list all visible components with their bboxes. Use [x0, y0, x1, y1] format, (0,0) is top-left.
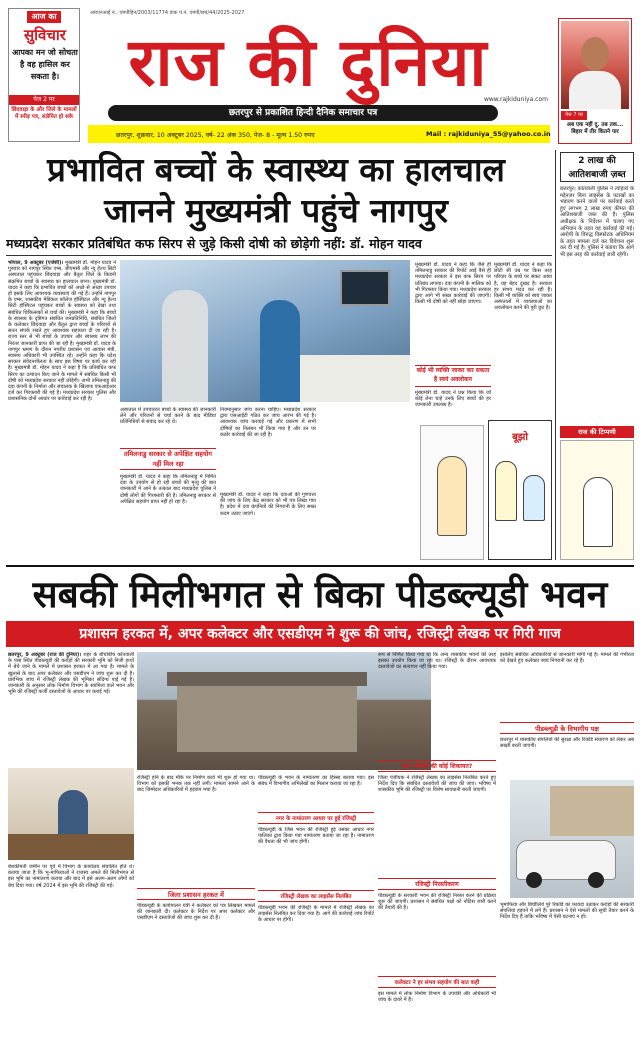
second-headline: सबकी मिलीभगत से बिका पीडब्ल्यूडी भवन	[32, 572, 608, 616]
right-page-note: पेज 7 पर	[561, 111, 587, 120]
second-col1-text: शहर के बीचोंबीच कोतवाली के पास स्थित पीडब्ल्यूडी की करोड़ों की सरकारी भूमि को निजी हाथों में बेचे जाने के मामले में प्रशासन हरकत में आ गया है। मामले के खुलासे के बाद अपर कलेक्टर और एसडीएम ने जांच शुरू कर दी है। प्रारंभिक जांच में रजिस्ट्री लेखक की भूमिका संदिग्ध पाई गई है। जानकारी के अनुसार लोक निर्माण विभाग के स्वामित्व वाले भवन और भूमि की रजिस्ट्री फर्जी दस्तावेजों के आधार पर कराई गई।	[8, 652, 134, 696]
photo-face	[581, 37, 609, 71]
mail: Mail : rajkiduniya_55@yahoo.co.in	[426, 130, 551, 138]
second-box-head-2: नगर के नामांतरण आधार पर हुई रजिस्ट्री	[258, 812, 374, 824]
lead-col3b: मुख्यमंत्री डॉ. यादव ने कहा कि दवाओं की गुणवत्ता की जांच के लिए केंद्र सरकार को भी पत्र लिखा गया है। प्रदेश में दवा कंपनियों की निगरानी के लिए सख्त कदम उठाए जाएंगे।	[220, 492, 316, 517]
lead-col2: अस्पताल में उपचाररत बच्चों के स्वास्थ्य की जानकारी लेने और परिजनों से चर्चा करने के बाद मीडिया प्रतिनिधियों से संवाद कर रहे थे।	[120, 407, 216, 426]
cartoon-figure-1	[495, 461, 517, 521]
dateline: छतरपुर, शुक्रवार, 10 अक्टूबर 2025, वर्ष- 22 अंक 350, पेज- 8 - मूल्य 1.50 रुपए	[116, 132, 315, 139]
lead-dateline: भोपाल, 9 अक्टूबर (एजेंसी)।	[8, 260, 64, 266]
lead-col2b: मुख्यमंत्री डॉ. यादव ने कहा कि तमिलनाडु में निर्मित दवा के उपयोग से हो रही बच्चों की मृत्यु की बात जानकारी में आने के तत्काल बाद मध्यप्रदेश पुलिस ने दोषी लोगों की गिरफ्तारी की है। तमिलनाडु सरकार से अपेक्षित सहयोग प्राप्त नहीं हो रहा है।	[120, 474, 216, 505]
second-col3: पीडब्ल्यूडी के भवन के नामांतरण का हिस्सा बताया गया। इस संबंध में विभागीय अभिलेखों का मिलान कराया जा रहा है।	[258, 775, 374, 788]
lead-col5: मुख्यमंत्री डॉ. यादव ने कहा कि छोटी सी उम्र पर किस तरह परिवार के बच्चे पर संकट आया है, यह बेहद दुखद है। सरकार हर संभव मदद कर रही है। किसी भी व्यक्ति को स्वयं जाकर अस्पतालों में व्यवस्थाओं का अवलोकन करने की पूरी छूट है।	[494, 262, 552, 312]
second-subhead: प्रशासन हरकत में, अपर कलेक्टर और एसडीएम ने शुरू की जांच, रजिस्ट्री लेखक पर गिरी गाज	[6, 621, 634, 647]
second-col4: रूप से निर्मित किया गया था कि अन्य शासकीय भवनों की तरह इसका उपयोग किया जा रहा था। रजिस्ट्री के दौरान आवश्यक दस्तावेजों का सत्यापन नहीं किया गया।	[378, 652, 496, 671]
second-col3b: पीडब्ल्यूडी के जिस भवन की रजिस्ट्री हुई उसका आधार नगर पालिका द्वारा किया गया नामांतरण बताया जा रहा है। नामांतरण की वैधता की भी जांच होगी।	[258, 827, 374, 846]
thought-text: आपका मन जो सोचता है वह हासिल कर सकता है।	[12, 48, 78, 81]
cartoon-tag: राज की टिप्पणी	[560, 426, 634, 438]
car-photo	[510, 780, 634, 898]
tn-box-head: तमिलनाडु सरकार से अपेक्षित सहयोग नहीं मिल रहा	[120, 448, 216, 470]
second-box-head-5: रजिस्ट्री निरस्तीकरण	[378, 878, 496, 890]
right-cartoon-figure	[583, 477, 613, 547]
firework-box-title: 2 लाख की आतिशबाजी ज़ब्त	[560, 152, 634, 182]
section-rule	[6, 565, 634, 567]
lead-col3: नियमानुसार जांच करना चाहिए। मध्यप्रदेश सरकार द्वारा एसआईटी गठित कर जांच आरंभ की गई है। आवश्यक जांच करवाई गई और प्रकरण में सभी दोषियों का निलंबन भी किया गया है और उन पर कठोर कार्रवाई की जा रही है।	[220, 407, 316, 438]
subtitle-band	[108, 105, 498, 121]
second-box-head-3: रजिस्ट्री लेखक का लाइसेंस निलंबित	[258, 890, 374, 902]
lead-col1	[8, 260, 116, 504]
photo-bed	[300, 355, 410, 402]
lead-col1b-text: मुख्यमंत्री डॉ. मोहन यादव ने कहा है कि प्रतिबंधित कफ सिरप का उत्पादन किए जाने के मामले में संबंधित किसी भी दोषी को मध्यप्रदेश सरकार नहीं छोड़ेगी। अभी तमिलनाडु की दवा कंपनी के निर्माता और संचालक के खिलाफ एफआईआर दर्ज कर गिरफ्तारी की गई है। मध्यप्रदेश सरकार पुलिस और प्रशासनिक दोनों आधार पर कार्रवाई कर रही है।	[8, 365, 116, 403]
lead-col1-text: मुख्यमंत्री डॉ. मोहन यादव ने गुरुवार को नागपुर स्थित एम्स, जीएमसी और न्यू हेल्थ सिटी अस्पताल पहुंचकर छिंदवाड़ा और बैतूल जिले के किडनी संक्रमित बच्चों के स्वास्थ्य का हालचाल जाना। मुख्यमंत्री डॉ. यादव ने कहा कि प्रभावित बच्चों को अच्छे से अच्छा उपचार हो इसके लिए आवश्यक व्यवस्थाएं की गई हैं। उन्होंने नागपुर के एम्स, शासकीय मेडिकल कॉलेज हॉस्पिटल और न्यू हेल्थ सिटी हॉस्पिटल पहुंचकर बच्चों के स्वास्थ्य को देखा तथा संबंधित चिकित्सकों से चर्चा की। मुख्यमंत्री ने कहा कि बच्चों के स्वास्थ्य के दृष्टिगत संबंधित जनप्रतिनिधि, संबंधित जिलों के कलेक्टर छिंदवाड़ा और बैतूल द्वारा बच्चों के परिवारों से सतत संपर्क रखते हुए आवश्यक सहायता दी जा रही है। राज्य स्तर से भी बच्चों के उपचार और स्वास्थ्य लाभ की निरंतर जानकारी प्राप्त की जा रही है। मुख्यमंत्री डॉ. यादव के नागपुर भ्रमण के दौरान नगरीय प्रशासन एवं आवास मंत्री, स्वास्थ्य अधिकारी भी उपस्थित रहे। उन्होंने कहा कि प्रदेश सरकार संवेदनशीलता के साथ इस विषय पर कार्य कर रही है।	[8, 260, 116, 372]
lead-subhead: मध्यप्रदेश सरकार प्रतिबंधित कफ सिरप से जुड़े किसी दोषी को छोड़ेगी नहीं: डॉ. मोहन यादव	[6, 236, 422, 251]
second-box-head-1: जिला प्रशासन हरकत में	[137, 888, 255, 900]
car-wheel-2	[588, 872, 604, 888]
masthead	[0, 0, 640, 148]
second-box-head-6: कलेक्टर ने हर संभव सहयोग की बात कही	[378, 976, 496, 988]
building-roof	[167, 672, 367, 686]
second-col1	[8, 652, 134, 764]
left-page-note: पेज 2 पर	[9, 95, 79, 105]
left-promo: छिंदवाड़ा के और जिले के मामलों में स्पीड़ पत्र, संज्ञेयित हो सके	[11, 107, 77, 120]
lead-headline-2: जानने मुख्यमंत्री पहुंचे नागपुर	[104, 191, 448, 230]
subtitle: छतरपुर से प्रकाशित हिन्दी दैनिक समाचार पत्र	[228, 108, 378, 118]
second-col4d: इस मामले में लोक निर्माण विभाग के उपयंत्री और अधिकारी भी जांच के दायरे में हैं।	[378, 991, 496, 1004]
lead-col4b: मुख्यमंत्री डॉ. यादव ने प्रश्न किया कि जो कोई लेना चाहे उनके लिए बच्चों की हर जानकारी उपलब्ध है।	[415, 390, 491, 409]
second-col5b: छतरपुर में शासकीय संपत्तियों की सुरक्षा और रिकॉर्ड संधारण को लेकर अब सख्ती बरती जाएगी।	[500, 737, 634, 750]
second-col4c: पीडब्ल्यूडी के सरकारी भवन की रजिस्ट्री निरस्त करने की प्रक्रिया शुरू की जाएगी। प्रशासन ने संबंधित पक्षों को नोटिस जारी करने की तैयारी की है।	[378, 893, 496, 912]
cartoon-figure-2	[523, 475, 545, 521]
right-cartoon	[560, 440, 634, 560]
second-dateline: छतरपुर, 9 अक्टूबर (राज की दुनिया)।	[8, 652, 82, 658]
second-col5c: भूमाफिया और बिचौलिये पूरे रिकॉर्ड का फायदा उठाकर करोड़ों की सरकारी संपत्तियां हड़पने में लगे हैं। प्रशासन ने ऐसे मामलों की सूची तैयार करने के निर्देश दिए हैं ताकि भविष्य में ऐसी घटनाएं न हों।	[500, 902, 634, 921]
cartoon-box	[488, 420, 552, 560]
photo-monitor	[340, 270, 390, 306]
second-box-head-4: कहां रजिस्ट्री की कोई शिकायत?	[378, 760, 496, 772]
right-rule	[555, 150, 556, 560]
illustration-figure	[437, 456, 467, 536]
thought-tag: आज का	[27, 11, 61, 23]
lead-illustration	[420, 425, 484, 560]
lead-col4: मुख्यमंत्री डॉ. यादव ने कहा कि जैसे ही तमिलनाडु सरकार की रिपोर्ट आई वैसे ही मध्यप्रदेश सरकार ने इस कफ सिरप पर प्रतिबंध लगाया। दवा कंपनी के मालिक को भी गिरफ्तार किया गया। मध्यप्रदेश सरकार द्वारा आगे भी सख्त कार्रवाई की जाएगी। किसी भी दोषी को नहीं छोड़ा जाएगा।	[415, 262, 491, 306]
politician-photo	[561, 21, 629, 109]
website: www.rajkiduniya.com	[483, 96, 548, 103]
office-desk	[8, 834, 134, 860]
car-building	[550, 786, 634, 836]
hospital-photo	[120, 260, 410, 402]
second-col5: इसलिए संबंधित अधिकारियों से जानकारी मांगी गई है। मामले की गंभीरता को देखते हुए कलेक्टर स्वयं निगरानी कर रहे हैं।	[500, 652, 634, 665]
thought-box	[8, 8, 80, 142]
photo-doctor-1	[162, 290, 208, 402]
right-promo-box	[558, 18, 632, 144]
right-promo: अब एक नहीं दु. तब तक... बिहार में तीर कितने पार	[566, 122, 624, 135]
newspaper-title: राज की दुनिया	[128, 23, 488, 101]
box2-head: कोई भी व्यक्ति जाकर कर सकता है स्वयं अवलोकन	[415, 365, 491, 387]
car-wheel-1	[526, 872, 542, 888]
second-col4b: जिला पंजीयक ने रजिस्ट्री लेखक का लाइसेंस निलंबित करते हुए निर्देश दिए कि संबंधित दस्तावेजों की जांच की जाए। भविष्य में शासकीय भूमि की रजिस्ट्री पर विशेष सावधानी बरती जाएगी।	[378, 775, 496, 794]
second-col2: रजिस्ट्री होने के बाद मौके पर निर्माण कार्य भी शुरू हो गया था। विभाग को इसकी भनक तक नहीं लगी। मामला सामने आने के बाद जिम्मेदार अधिकारियों में हड़कंप मचा है।	[137, 775, 255, 794]
second-col3c: पीडब्ल्यूडी भवन की रजिस्ट्री के मामले में रजिस्ट्री लेखक का लाइसेंस निलंबित कर दिया गया है। आगे की कार्रवाई जांच रिपोर्ट के आधार पर होगी।	[258, 905, 374, 924]
photo-doctor-2	[260, 300, 300, 402]
second-box-head-7: पीडब्ल्यूडी के विभागीय पक्ष	[500, 722, 634, 734]
second-col1b: बेशकीमती जमीन पर पूर्व में विभाग के कार्यालय संचालित होते थे। बताया जाता है कि भू-माफियाओं ने राजस्व अमले की मिलीभगत से इस भूमि का नामांतरण कराया और बाद में इसे अलग-अलग लोगों को बेच दिया गया। वर्ष 2024 में इस भूमि की रजिस्ट्री की गई।	[8, 864, 134, 889]
lead-rule	[6, 255, 552, 256]
second-col2b: पीडब्ल्यूडी के कार्यपालन यंत्री ने कलेक्टर को पत्र लिखकर मामले की जानकारी दी। कलेक्टर के निर्देश पर अपर कलेक्टर और एसडीएम ने दस्तावेजों की जांच शुरू कर दी है।	[137, 903, 255, 922]
reg-line: आरएनआई नं.: एमपीहिन/2003/11774 डाक पं.नं. एमपी/छपं/44/2025-2027	[90, 10, 245, 16]
office-photo	[8, 768, 134, 860]
lead-headline-1: प्रभावित बच्चों के स्वास्थ्य का हालचाल	[47, 150, 505, 189]
office-person	[58, 790, 88, 840]
building-block	[177, 682, 357, 752]
firework-body: छतरपुर। कोतवाली पुलिस ने त्योहारों के मद्देनजर बिना लाइसेंस के पटाखों का भंडारण करने वालों पर कार्रवाई करते हुए लगभग 2 लाख रुपए कीमत की आतिशबाजी जब्त की है। पुलिस अधीक्षक के निर्देशन में चलाए गए अभियान के तहत यह कार्रवाई की गई। आरोपी के विरुद्ध विस्फोटक अधिनियम के तहत मामला दर्ज कर विवेचना शुरू कर दी गई है। पुलिस ने बताया कि आगे भी इस तरह की कार्रवाई जारी रहेगी।	[560, 186, 634, 258]
photo-body	[569, 71, 621, 109]
thought-tag2: सुविचार	[24, 26, 66, 44]
cartoon-label: बूझो	[512, 432, 528, 443]
dateline-bar	[88, 125, 550, 143]
